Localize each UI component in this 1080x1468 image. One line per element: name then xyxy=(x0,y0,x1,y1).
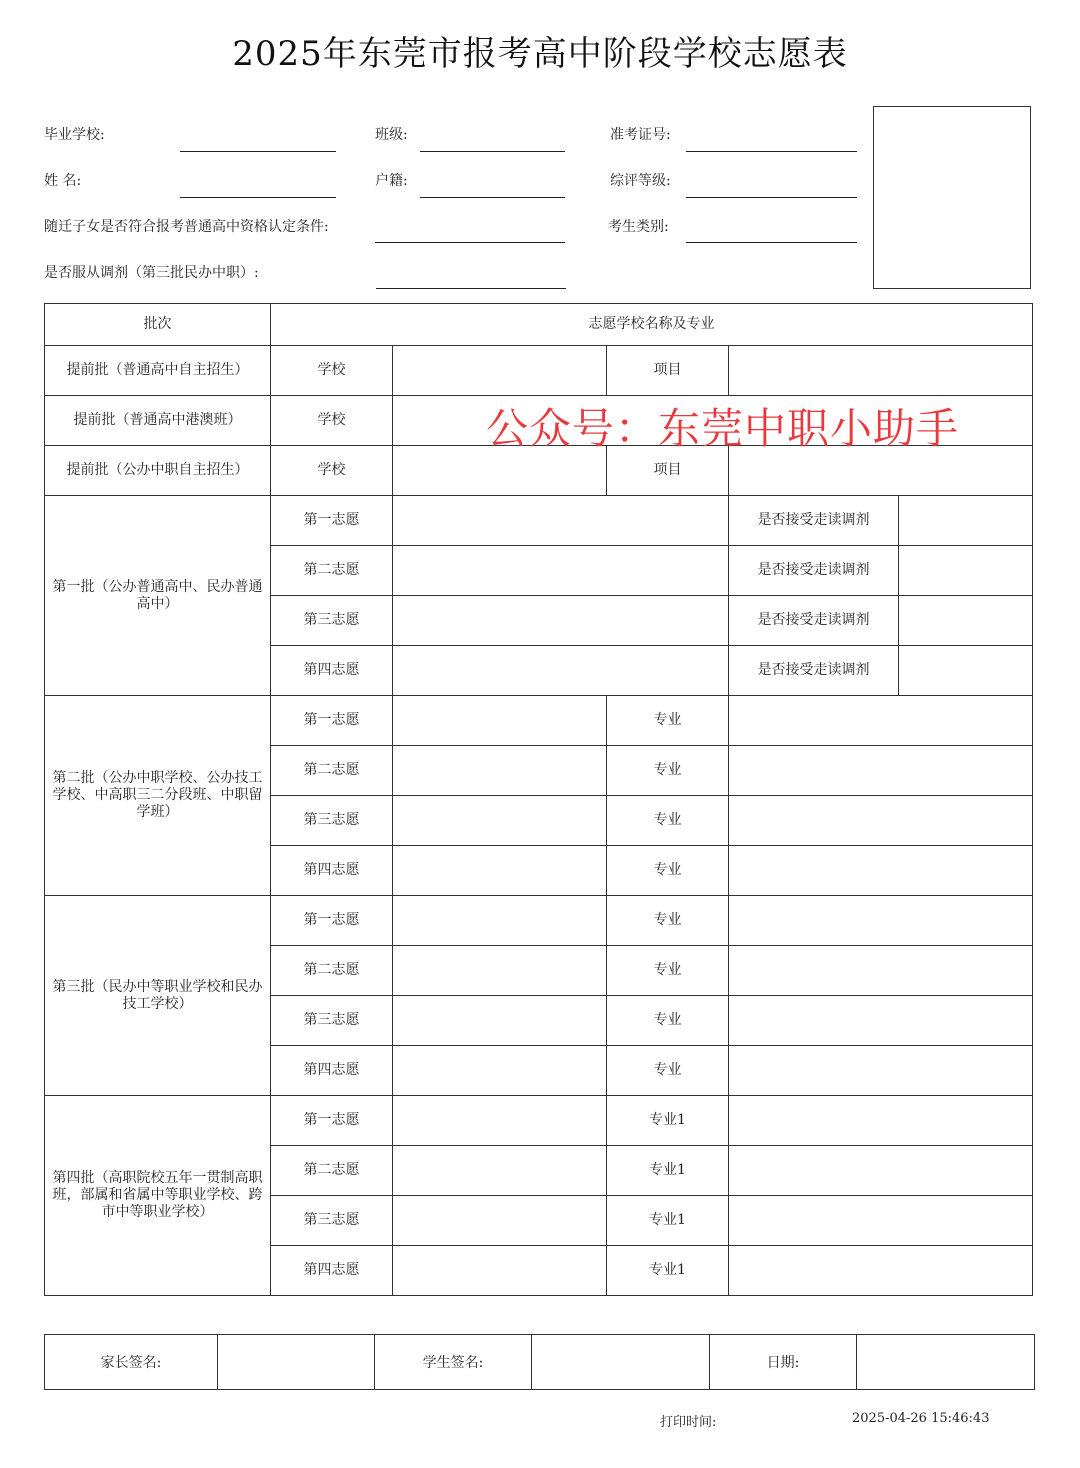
school-input-cell[interactable] xyxy=(393,1096,607,1146)
school-label: 学校 xyxy=(271,446,393,496)
choice-input-cell[interactable] xyxy=(393,546,729,596)
adjust-label: 是否接受走读调剂 xyxy=(729,496,899,546)
parent-signature-cell[interactable] xyxy=(218,1335,375,1390)
choice-label: 第四志愿 xyxy=(271,846,393,896)
choice-label: 第三志愿 xyxy=(271,796,393,846)
student-type-field[interactable] xyxy=(686,242,857,243)
choice-label: 第四志愿 xyxy=(271,646,393,696)
major-input-cell[interactable] xyxy=(729,746,1033,796)
major-input-cell[interactable] xyxy=(729,946,1033,996)
print-time-value: 2025-04-26 15:46:43 xyxy=(852,1411,990,1426)
major-input-cell[interactable] xyxy=(729,996,1033,1046)
major-input-cell[interactable] xyxy=(729,1246,1033,1296)
adjust-input-cell[interactable] xyxy=(899,496,1033,546)
name-label: 姓 名: xyxy=(44,173,82,189)
date-label: 日期: xyxy=(710,1335,857,1390)
accept-adjustment-field[interactable] xyxy=(376,288,566,289)
household-field[interactable] xyxy=(420,197,565,198)
household-label: 户籍: xyxy=(375,173,408,189)
name-field[interactable] xyxy=(180,197,336,198)
school-input-cell[interactable] xyxy=(393,746,607,796)
early-batch-label: 提前批（公办中职自主招生） xyxy=(45,446,271,496)
major-label: 专业1 xyxy=(607,1196,729,1246)
major-input-cell[interactable] xyxy=(729,1196,1033,1246)
choice-label: 第三志愿 xyxy=(271,1196,393,1246)
choice-label: 第三志愿 xyxy=(271,596,393,646)
major-label: 专业 xyxy=(607,846,729,896)
major-label: 专业 xyxy=(607,996,729,1046)
major-input-cell[interactable] xyxy=(729,796,1033,846)
school-label: 学校 xyxy=(271,346,393,396)
school-input-cell[interactable] xyxy=(393,1146,607,1196)
date-cell[interactable] xyxy=(857,1335,1035,1390)
parent-signature-label: 家长签名: xyxy=(45,1335,218,1390)
choice-label: 第二志愿 xyxy=(271,546,393,596)
major-input-cell[interactable] xyxy=(729,846,1033,896)
major-label: 专业1 xyxy=(607,1096,729,1146)
school-input-cell[interactable] xyxy=(393,846,607,896)
major-label: 专业 xyxy=(607,1046,729,1096)
choice-input-cell[interactable] xyxy=(393,646,729,696)
page-title: 2025年东莞市报考高中阶段学校志愿表 xyxy=(232,34,848,74)
major-input-cell[interactable] xyxy=(729,1096,1033,1146)
school-input-cell[interactable] xyxy=(393,1246,607,1296)
school-input-cell[interactable] xyxy=(393,796,607,846)
major-input-cell[interactable] xyxy=(729,1146,1033,1196)
project-label: 项目 xyxy=(607,346,729,396)
accept-adjustment-label: 是否服从调剂（第三批民办中职）: xyxy=(44,265,259,281)
choice-label: 第一志愿 xyxy=(271,696,393,746)
choice-label: 第四志愿 xyxy=(271,1046,393,1096)
adjust-input-cell[interactable] xyxy=(899,646,1033,696)
batch3-label: 第三批（民办中等职业学校和民办技工学校） xyxy=(45,896,271,1096)
photo-box xyxy=(873,106,1031,289)
graduate-school-field[interactable] xyxy=(180,151,336,152)
school-input-cell[interactable] xyxy=(393,946,607,996)
choice-label: 第三志愿 xyxy=(271,996,393,1046)
signature-table xyxy=(44,1334,1035,1390)
school-input-cell[interactable] xyxy=(393,896,607,946)
choice-label: 第一志愿 xyxy=(271,1096,393,1146)
school-input-cell[interactable] xyxy=(393,1046,607,1096)
choice-label: 第二志愿 xyxy=(271,946,393,996)
adjust-label: 是否接受走读调剂 xyxy=(729,596,899,646)
early-batch-label: 提前批（普通高中自主招生） xyxy=(45,346,271,396)
evaluation-field[interactable] xyxy=(686,197,857,198)
student-signature-label: 学生签名: xyxy=(375,1335,532,1390)
graduate-school-label: 毕业学校: xyxy=(44,127,105,143)
student-type-label: 考生类别: xyxy=(608,219,669,235)
school-input-cell[interactable] xyxy=(393,1196,607,1246)
adjust-input-cell[interactable] xyxy=(899,596,1033,646)
major-label: 专业1 xyxy=(607,1146,729,1196)
school-input-cell[interactable] xyxy=(393,996,607,1046)
choice-label: 第一志愿 xyxy=(271,896,393,946)
header-choice: 志愿学校名称及专业 xyxy=(271,304,1033,346)
choice-label: 第二志愿 xyxy=(271,1146,393,1196)
batch2-label: 第二批（公办中职学校、公办技工学校、中高职三二分段班、中职留学班） xyxy=(45,696,271,896)
choice-input-cell[interactable] xyxy=(393,596,729,646)
major-label: 专业 xyxy=(607,896,729,946)
evaluation-label: 综评等级: xyxy=(610,173,671,189)
major-input-cell[interactable] xyxy=(729,696,1033,746)
early-batch-label: 提前批（普通高中港澳班） xyxy=(45,396,271,446)
adjust-input-cell[interactable] xyxy=(899,546,1033,596)
class-field[interactable] xyxy=(420,151,565,152)
student-signature-cell[interactable] xyxy=(532,1335,710,1390)
choice-label: 第二志愿 xyxy=(271,746,393,796)
choice-label: 第四志愿 xyxy=(271,1246,393,1296)
adjust-label: 是否接受走读调剂 xyxy=(729,646,899,696)
major-input-cell[interactable] xyxy=(729,1046,1033,1096)
header-batch: 批次 xyxy=(45,304,271,346)
class-label: 班级: xyxy=(375,127,408,143)
major-label: 专业 xyxy=(607,696,729,746)
exam-id-label: 准考证号: xyxy=(610,127,671,143)
major-label: 专业 xyxy=(607,796,729,846)
print-time-label: 打印时间: xyxy=(660,1415,717,1430)
choice-label: 第一志愿 xyxy=(271,496,393,546)
major-label: 专业1 xyxy=(607,1246,729,1296)
school-label: 学校 xyxy=(271,396,393,446)
batch4-label: 第四批（高职院校五年一贯制高职班，部属和省属中等职业学校、跨市中等职业学校） xyxy=(45,1096,271,1296)
school-input-cell[interactable] xyxy=(393,346,607,396)
choice-input-cell[interactable] xyxy=(393,496,729,546)
migrant-qualification-field[interactable] xyxy=(375,242,565,243)
project-label: 项目 xyxy=(607,446,729,496)
batch1-label: 第一批（公办普通高中、民办普通高中） xyxy=(45,496,271,696)
exam-id-field[interactable] xyxy=(686,151,857,152)
adjust-label: 是否接受走读调剂 xyxy=(729,546,899,596)
watermark-text: 公众号：东莞中职小助手 xyxy=(486,404,960,453)
major-input-cell[interactable] xyxy=(729,896,1033,946)
school-input-cell[interactable] xyxy=(393,696,607,746)
major-label: 专业 xyxy=(607,946,729,996)
project-input-cell[interactable] xyxy=(729,346,1033,396)
migrant-qualification-label: 随迁子女是否符合报考普通高中资格认定条件: xyxy=(44,219,329,235)
major-label: 专业 xyxy=(607,746,729,796)
